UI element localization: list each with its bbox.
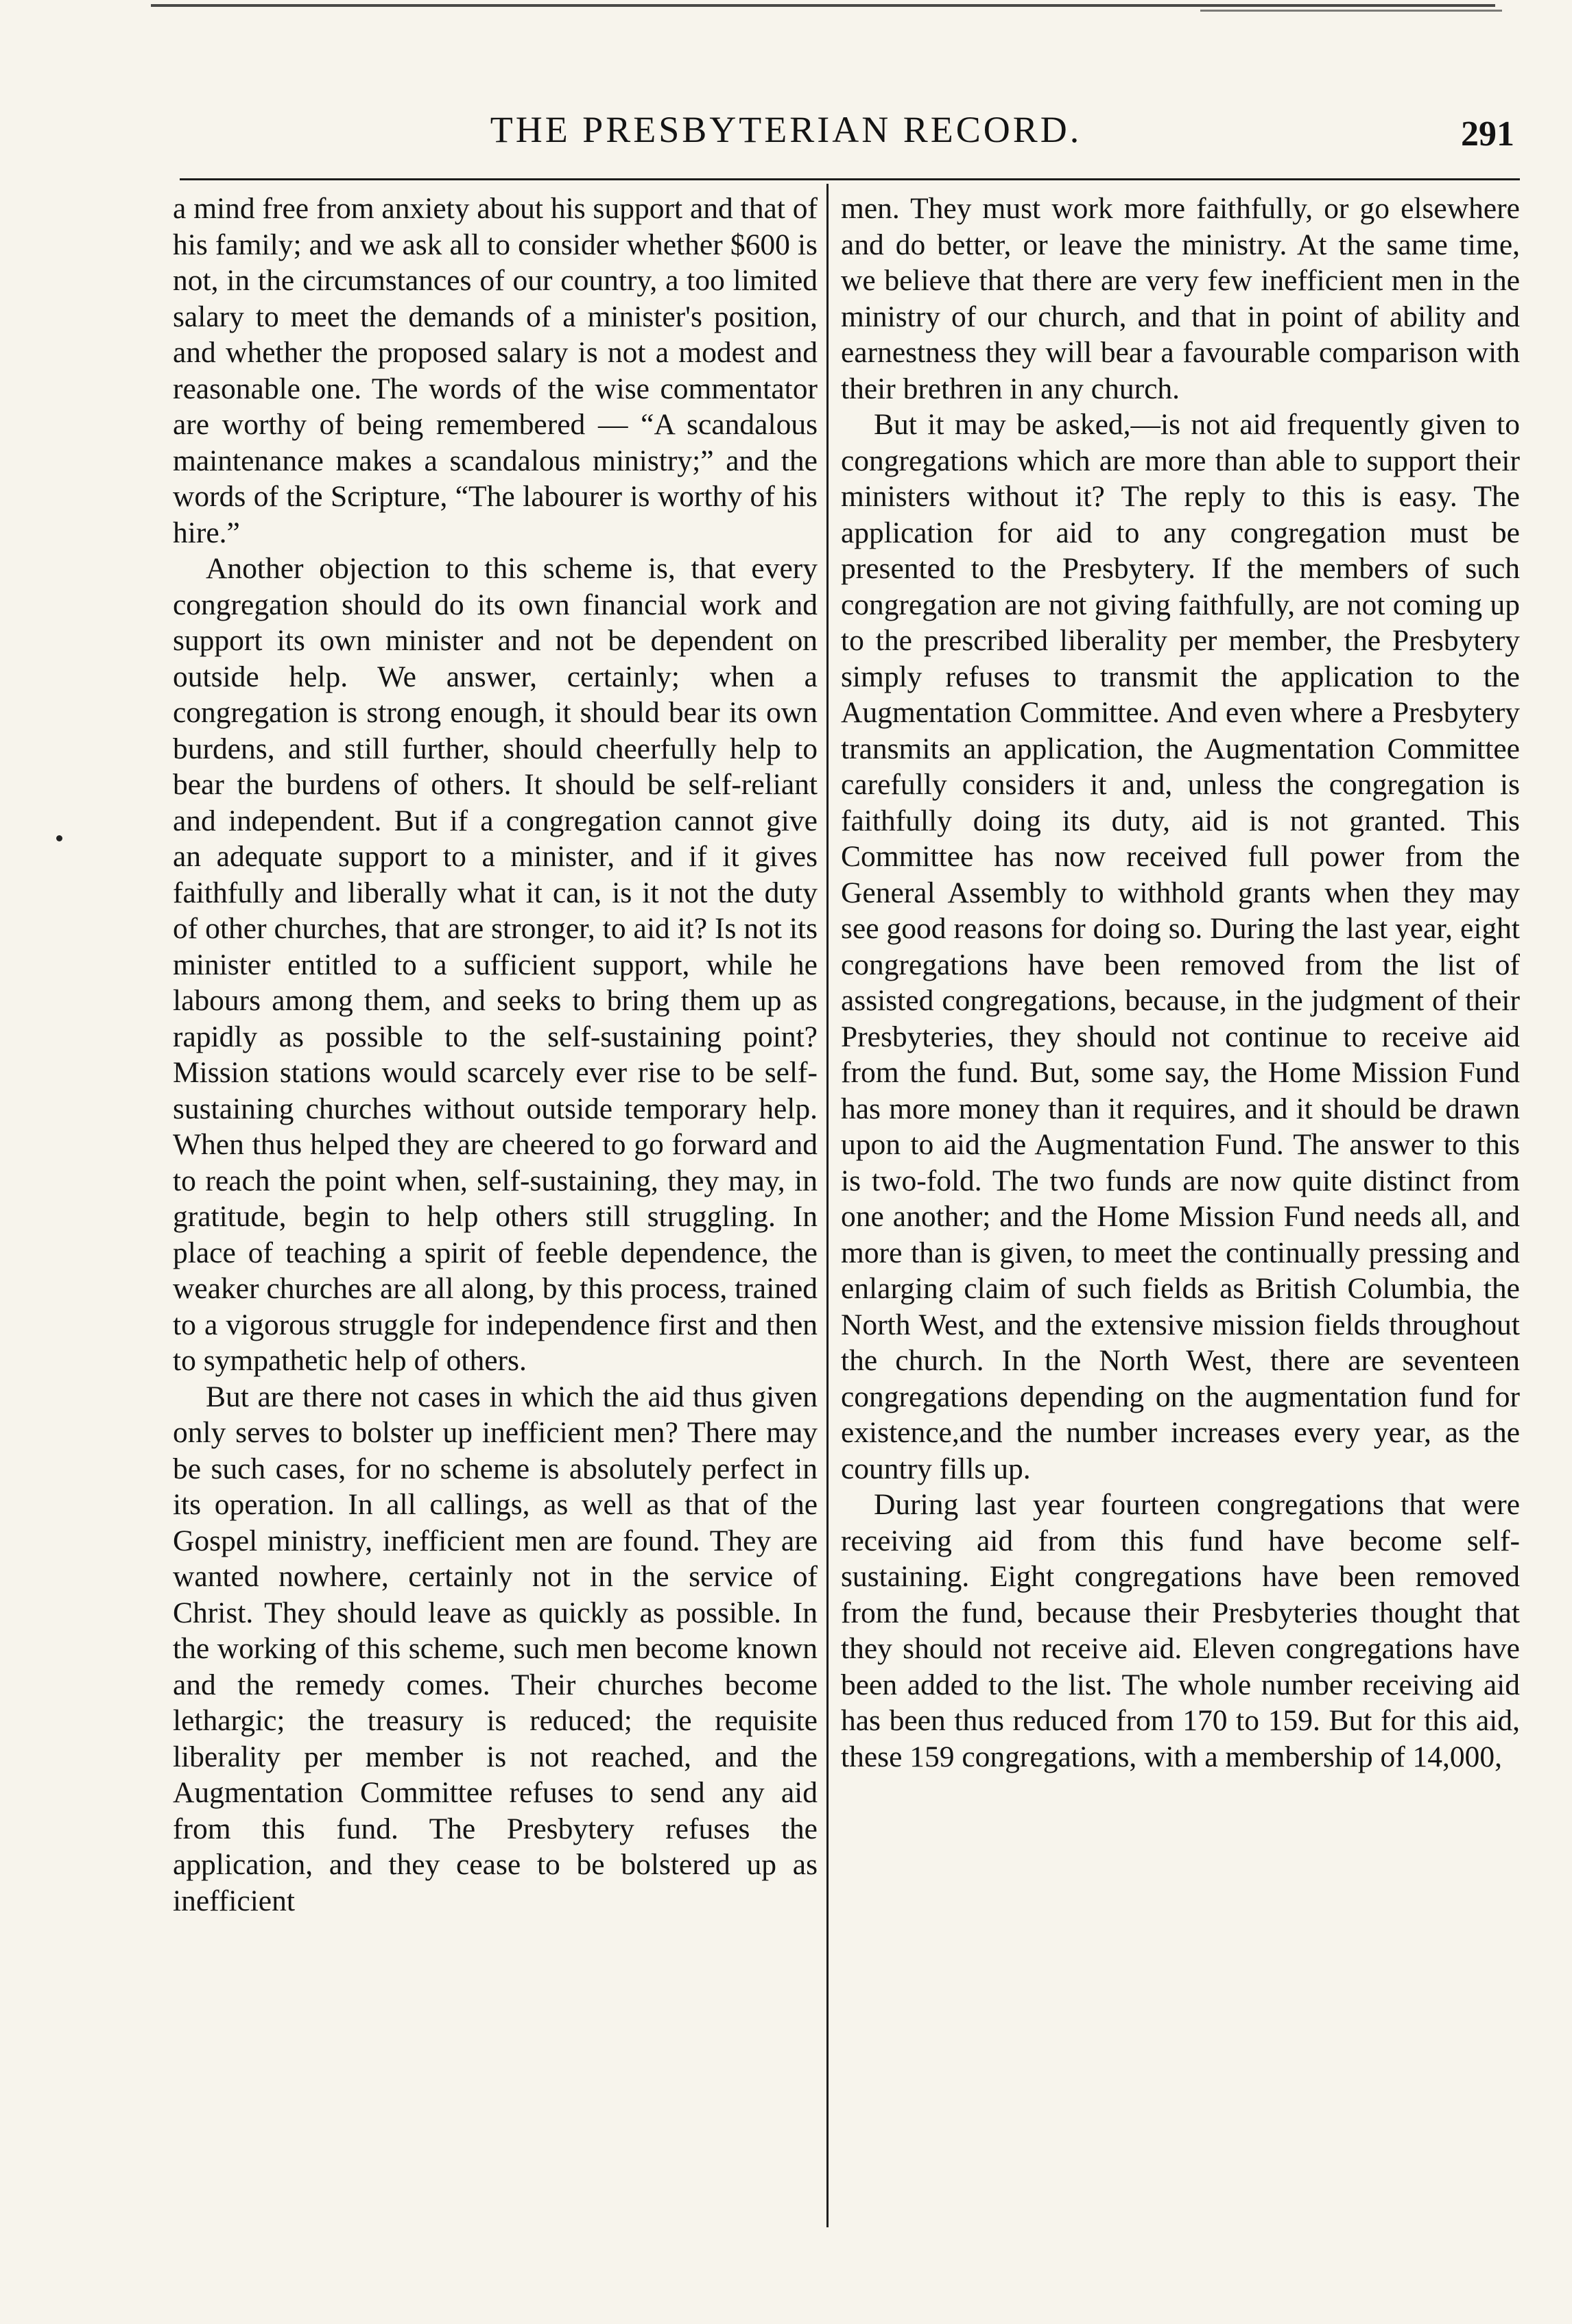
scan-edge-mark-secondary (1200, 10, 1502, 17)
paragraph: During last year fourteen congregations that were receiving aid from this fund have become self-sustaining. Eight congregations have been removed from the fund, because their Presbyteries thought that they should not receive aid. Eleven congregations have been added to the list. The whole number receiving aid has been thus reduced from 170 to 159. But for this aid, these 159 congregations, with a membership of 14,000, (841, 1488, 1520, 1773)
paragraph: men. They must work more faithfully, or go elsewhere and do better, or leave the ministry. At the same time, we believe that there are very few inefficient men in the ministry of our church, and that in point of ability and earnestness they will bear a favourable comparison with their brethren in any church. (841, 192, 1520, 405)
left-column (173, 191, 818, 2262)
header-rule (180, 178, 1520, 180)
running-head (0, 108, 1572, 156)
paragraph: But it may be asked,—is not aid frequently given to congregations which are more than able to support their ministers without it? The reply to this is easy. The application for aid to any congregation must be presented to the Presbytery. If the members of such congregation are not giving faithfully, are not coming up to the prescribed liberality per member, the Presbytery simply refuses to transmit the application to the Augmentation Committee. And even where a Presbytery transmits an application, the Augmentation Committee carefully considers it and, unless the congregation is faithfully doing its duty, aid is not granted. This Committee has now received full power from the General Assembly to withhold grants when they may see good reasons for doing so. During the last year, eight congregations have been removed from the list of assisted congregations, because, in the judgment of their Presbyteries, they should not continue to receive aid from the fund. But, some say, the Home Mission Fund has more money than it requires, and it should be drawn upon to aid the Augmentation Fund. The answer to this is two-fold. The two funds are now quite distinct from one another; and the Home Mission Fund needs all, and more than is given, to meet the continually pressing and enlarging claim of such fields as British Columbia, the North West, and the extensive mission fields throughout the church. In the North West, there are seventeen congregations depending on the augmentation fund for existence,and the number increases every year, as the country fills up. (841, 408, 1520, 1485)
journal-title: THE PRESBYTERIAN RECORD. (490, 109, 1082, 150)
paragraph: Another objection to this scheme is, that every congregation should do its own financial work and support its own minister and not be dependent on outside help. We answer, certainly; when a congregation is strong enough, it should bear its own burdens, and still further, should cheerfully help to bear the burdens of others. It should be self-reliant and independent. But if a congregation cannot give an adequate support to a minister, and if it gives faithfully and liberally what it can, is it not the duty of other churches, that are stronger, to aid it? Is not its minister entitled to a sufficient support, while he labours among them, and seeks to bring them up as rapidly as possible to the self-sustaining point? Mission stations would scarcely ever rise to be self-sustaining churches without outside temporary help. When thus helped they are cheered to go forward and to reach the point when, self-sustaining, they may, in gratitude, begin to help others still struggling. In place of teaching a spirit of feeble dependence, the weaker churches are all along, by this process, trained to a vigorous struggle for independence first and then to sympathetic help of others. (173, 552, 818, 1377)
column-divider (826, 184, 829, 2227)
right-column (841, 191, 1520, 2262)
paragraph: a mind free from anxiety about his support and that of his family; and we ask all to consider whether $600 is not, in the circumstances of our country, a too limited salary to meet the demands of a minister's position, and whether the proposed salary is not a modest and reasonable one. The words of the wise commentator are worthy of being remembered — “A scandalous maintenance makes a scandalous ministry;” and the words of the Scripture, “The labourer is worthy of his hire.” (173, 192, 818, 549)
page-number: 291 (1461, 115, 1514, 154)
paragraph: But are there not cases in which the aid thus given only serves to bolster up inefficient men? There may be such cases, for no scheme is absolutely perfect in its operation. In all callings, as well as that of the Gospel ministry, inefficient men are found. They are wanted nowhere, certainly not in the service of Christ. They should leave as quickly as possible. In the working of this scheme, such men become known and the remedy comes. Their churches become lethargic; the treasury is reduced; the requisite liberality per member is not reached, and the Augmentation Committee refuses to send any aid from this fund. The Presbytery refuses the application, and they cease to be bolstered up as inefficient (173, 1380, 818, 1917)
stray-ink-dot (56, 835, 62, 841)
